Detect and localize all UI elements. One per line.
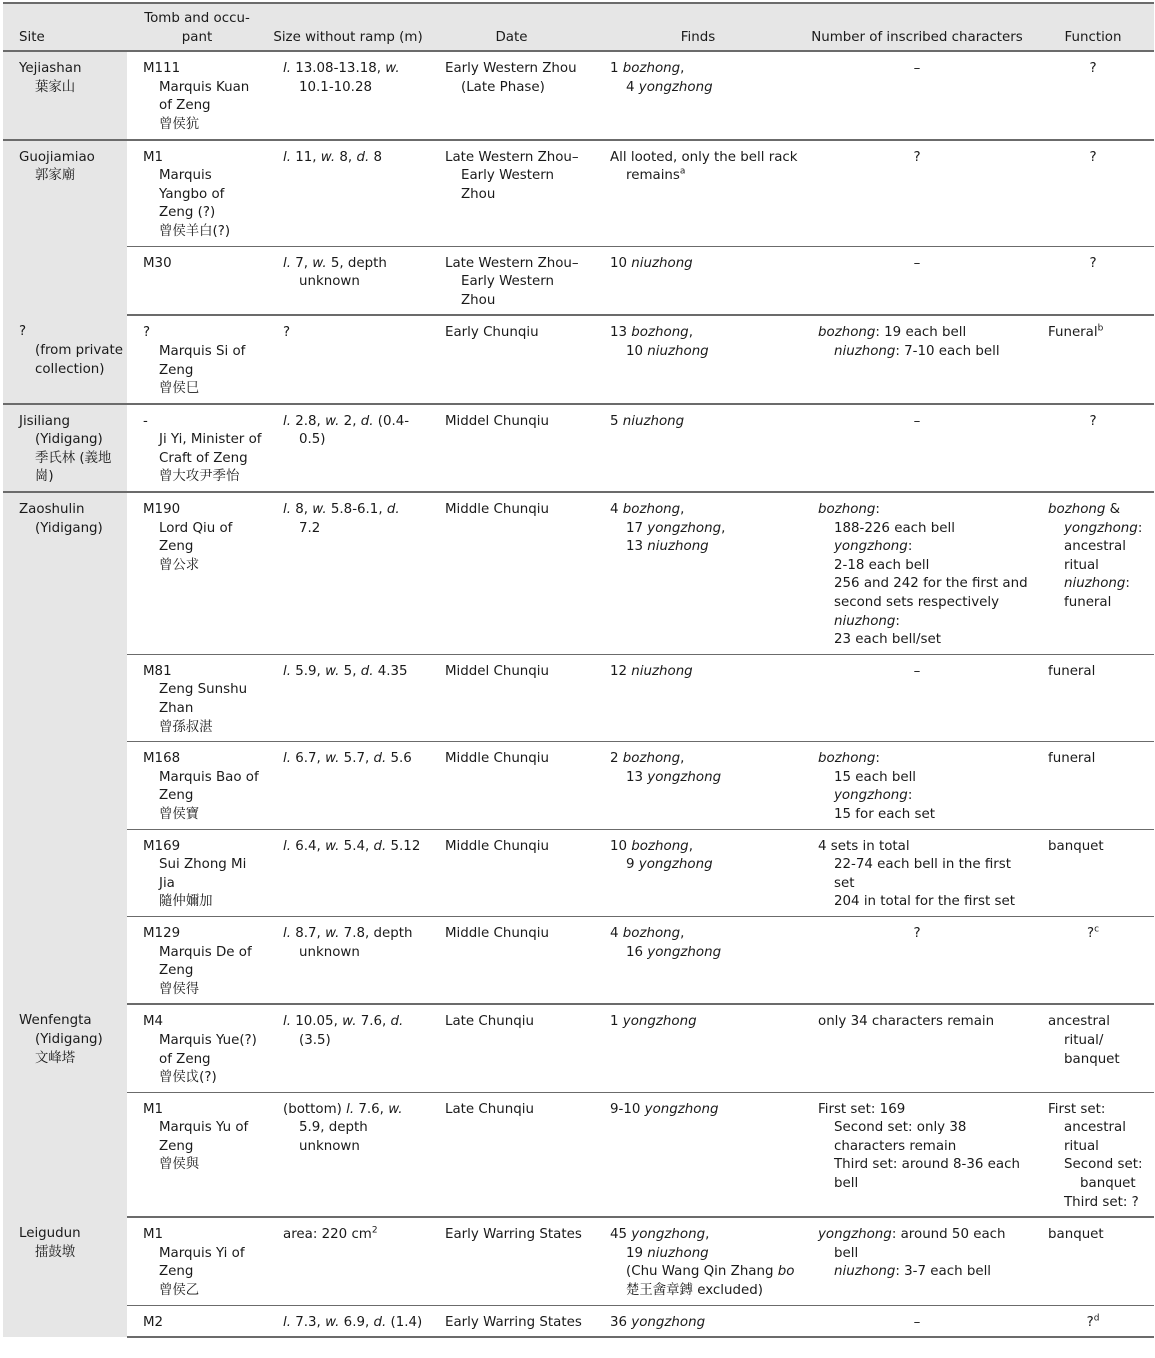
- date-cell: Middle Chunqiu: [429, 492, 594, 654]
- header-site: Site: [3, 3, 127, 51]
- func-cell: ?: [1032, 140, 1154, 246]
- num-cell: –: [802, 246, 1032, 315]
- header-row: [3, 3, 1154, 51]
- size-cell: l. 2.8, w. 2, d. (0.4-0.5): [267, 404, 429, 492]
- table-row: [3, 51, 1154, 139]
- num-cell: –: [802, 654, 1032, 741]
- func-cell: bozhong & yongzhong: ancestral ritual niuzhong: funeral: [1032, 492, 1154, 654]
- func-cell: ?: [1032, 246, 1154, 315]
- header-finds: Finds: [594, 3, 802, 51]
- date-cell: Middle Chunqiu: [429, 829, 594, 916]
- tomb-cell: M1 Marquis Yu of Zeng 曾侯與: [127, 1092, 267, 1217]
- header-date: Date: [429, 3, 594, 51]
- size-cell: l. 7.3, w. 6.9, d. (1.4): [267, 1305, 429, 1337]
- table-row: [3, 829, 1154, 916]
- size-cell: l. 10.05, w. 7.6, d. (3.5): [267, 1004, 429, 1092]
- func-cell: funeral: [1032, 654, 1154, 741]
- tomb-cell: M2: [127, 1305, 267, 1337]
- num-cell: only 34 characters remain: [802, 1004, 1032, 1092]
- tomb-cell: M129 Marquis De of Zeng 曾侯得: [127, 916, 267, 1004]
- size-cell: l. 11, w. 8, d. 8: [267, 140, 429, 246]
- finds-cell: 4 bozhong, 16 yongzhong: [594, 916, 802, 1004]
- finds-cell: 36 yongzhong: [594, 1305, 802, 1337]
- date-cell: Middel Chunqiu: [429, 404, 594, 492]
- size-cell: l. 13.08-13.18, w. 10.1-10.28: [267, 51, 429, 139]
- table-row: [3, 246, 1154, 315]
- site-cell: Leigudun 擂鼓墩: [3, 1217, 127, 1337]
- tomb-cell: ? Marquis Si of Zeng 曾侯巳: [127, 315, 267, 403]
- site-cell: Yejiashan 葉家山: [3, 51, 127, 139]
- func-cell: ?$^c$: [1032, 916, 1154, 1004]
- size-cell: l. 5.9, w. 5, d. 4.35: [267, 654, 429, 741]
- header-func: Function: [1032, 3, 1154, 51]
- table-row: [3, 916, 1154, 1004]
- site-cell: Jisiliang (Yidigang) 季氏林 (義地崗): [3, 404, 127, 492]
- date-cell: Late Western Zhou–Early Western Zhou: [429, 246, 594, 315]
- finds-cell: 5 niuzhong: [594, 404, 802, 492]
- func-cell: ?: [1032, 51, 1154, 139]
- header-num: Number of inscribed characters: [802, 3, 1032, 51]
- finds-cell: 12 niuzhong: [594, 654, 802, 741]
- header-size: Size without ramp (m): [267, 3, 429, 51]
- func-cell: Funeral$^b$: [1032, 315, 1154, 403]
- num-cell: –: [802, 404, 1032, 492]
- date-cell: Late Chunqiu: [429, 1004, 594, 1092]
- table-row: [3, 1092, 1154, 1217]
- func-cell: ?: [1032, 404, 1154, 492]
- finds-cell: 4 bozhong, 17 yongzhong, 13 niuzhong: [594, 492, 802, 654]
- finds-cell: 10 niuzhong: [594, 246, 802, 315]
- table-row: [3, 1004, 1154, 1092]
- size-cell: l. 6.7, w. 5.7, d. 5.6: [267, 742, 429, 829]
- table-row: [3, 315, 1154, 403]
- table-row: [3, 1217, 1154, 1305]
- table-row: [3, 492, 1154, 654]
- date-cell: Early Warring States: [429, 1305, 594, 1337]
- num-cell: –: [802, 51, 1032, 139]
- finds-cell: 45 yongzhong, 19 niuzhong (Chu Wang Qin Zhang bo 楚王酓章鎛 excluded): [594, 1217, 802, 1305]
- table-row: [3, 742, 1154, 829]
- func-cell: banquet: [1032, 829, 1154, 916]
- finds-cell: All looted, only the bell rack remains$^a$: [594, 140, 802, 246]
- size-cell: l. 7, w. 5, depth unknown: [267, 246, 429, 315]
- num-cell: bozhong: 15 each bell yongzhong: 15 for each set: [802, 742, 1032, 829]
- site-cell: Guojiamiao 郭家廟: [3, 140, 127, 316]
- tomb-cell: M190 Lord Qiu of Zeng 曾公求: [127, 492, 267, 654]
- num-cell: yongzhong: around 50 each bell niuzhong: 3-7 each bell: [802, 1217, 1032, 1305]
- date-cell: Early Chunqiu: [429, 315, 594, 403]
- num-cell: ?: [802, 916, 1032, 1004]
- size-cell: l. 6.4, w. 5.4, d. 5.12: [267, 829, 429, 916]
- tomb-cell: M168 Marquis Bao of Zeng 曾侯寶: [127, 742, 267, 829]
- tomb-cell: M1 Marquis Yi of Zeng 曾侯乙: [127, 1217, 267, 1305]
- date-cell: Middel Chunqiu: [429, 654, 594, 741]
- size-cell: l. 8.7, w. 7.8, depth unknown: [267, 916, 429, 1004]
- size-cell: area: 220 $cm^2$: [267, 1217, 429, 1305]
- tomb-cell: M1 Marquis Yangbo of Zeng (?) 曾侯羊白(?): [127, 140, 267, 246]
- func-cell: First set: ancestral ritual Second set: banquet Third set: ?: [1032, 1092, 1154, 1217]
- date-cell: Early Warring States: [429, 1217, 594, 1305]
- date-cell: Early Western Zhou (Late Phase): [429, 51, 594, 139]
- func-cell: ancestral ritual/ banquet: [1032, 1004, 1154, 1092]
- num-cell: –: [802, 1305, 1032, 1337]
- func-cell: ?$^d$: [1032, 1305, 1154, 1337]
- size-cell: l. 8, w. 5.8-6.1, d. 7.2: [267, 492, 429, 654]
- tomb-cell: M30: [127, 246, 267, 315]
- date-cell: Late Chunqiu: [429, 1092, 594, 1217]
- table-row: [3, 404, 1154, 492]
- tomb-cell: - Ji Yi, Minister of Craft of Zeng 曾大攻尹季怡: [127, 404, 267, 492]
- table-row: [3, 1305, 1154, 1337]
- num-cell: bozhong: 188-226 each bell yongzhong: 2-18 each bell 256 and 242 for the first and second sets respectively niuzhong: 23 each bell/set: [802, 492, 1032, 654]
- finds-cell: 13 bozhong, 10 niuzhong: [594, 315, 802, 403]
- date-cell: Late Western Zhou–Early Western Zhou: [429, 140, 594, 246]
- finds-cell: 9-10 yongzhong: [594, 1092, 802, 1217]
- num-cell: 4 sets in total 22-74 each bell in the first set 204 in total for the first set: [802, 829, 1032, 916]
- tomb-cell: M111 Marquis Kuan of Zeng 曾侯犺: [127, 51, 267, 139]
- func-cell: funeral: [1032, 742, 1154, 829]
- tomb-cell: M169 Sui Zhong Mi Jia 隨仲嬭加: [127, 829, 267, 916]
- finds-cell: 10 bozhong, 9 yongzhong: [594, 829, 802, 916]
- header-tomb: Tomb and occu-pant: [127, 3, 267, 51]
- size-cell: ?: [267, 315, 429, 403]
- size-cell: (bottom) l. 7.6, w. 5.9, depth unknown: [267, 1092, 429, 1217]
- site-cell: ? (from private collection): [3, 315, 127, 403]
- num-cell: ?: [802, 140, 1032, 246]
- table-row: [3, 140, 1154, 246]
- tombs-table: [3, 2, 1154, 1338]
- finds-cell: 2 bozhong, 13 yongzhong: [594, 742, 802, 829]
- num-cell: First set: 169 Second set: only 38 characters remain Third set: around 8-36 each bell: [802, 1092, 1032, 1217]
- tomb-cell: M81 Zeng Sunshu Zhan 曾孫叔湛: [127, 654, 267, 741]
- date-cell: Middle Chunqiu: [429, 916, 594, 1004]
- finds-cell: 1 bozhong, 4 yongzhong: [594, 51, 802, 139]
- date-cell: Middle Chunqiu: [429, 742, 594, 829]
- num-cell: bozhong: 19 each bell niuzhong: 7-10 each bell: [802, 315, 1032, 403]
- tomb-cell: M4 Marquis Yue(?) of Zeng 曾侯戉(?): [127, 1004, 267, 1092]
- finds-cell: 1 yongzhong: [594, 1004, 802, 1092]
- table-row: [3, 654, 1154, 741]
- site-cell: Wenfengta (Yidigang) 文峰塔: [3, 1004, 127, 1217]
- func-cell: banquet: [1032, 1217, 1154, 1305]
- site-cell: Zaoshulin (Yidigang): [3, 492, 127, 1004]
